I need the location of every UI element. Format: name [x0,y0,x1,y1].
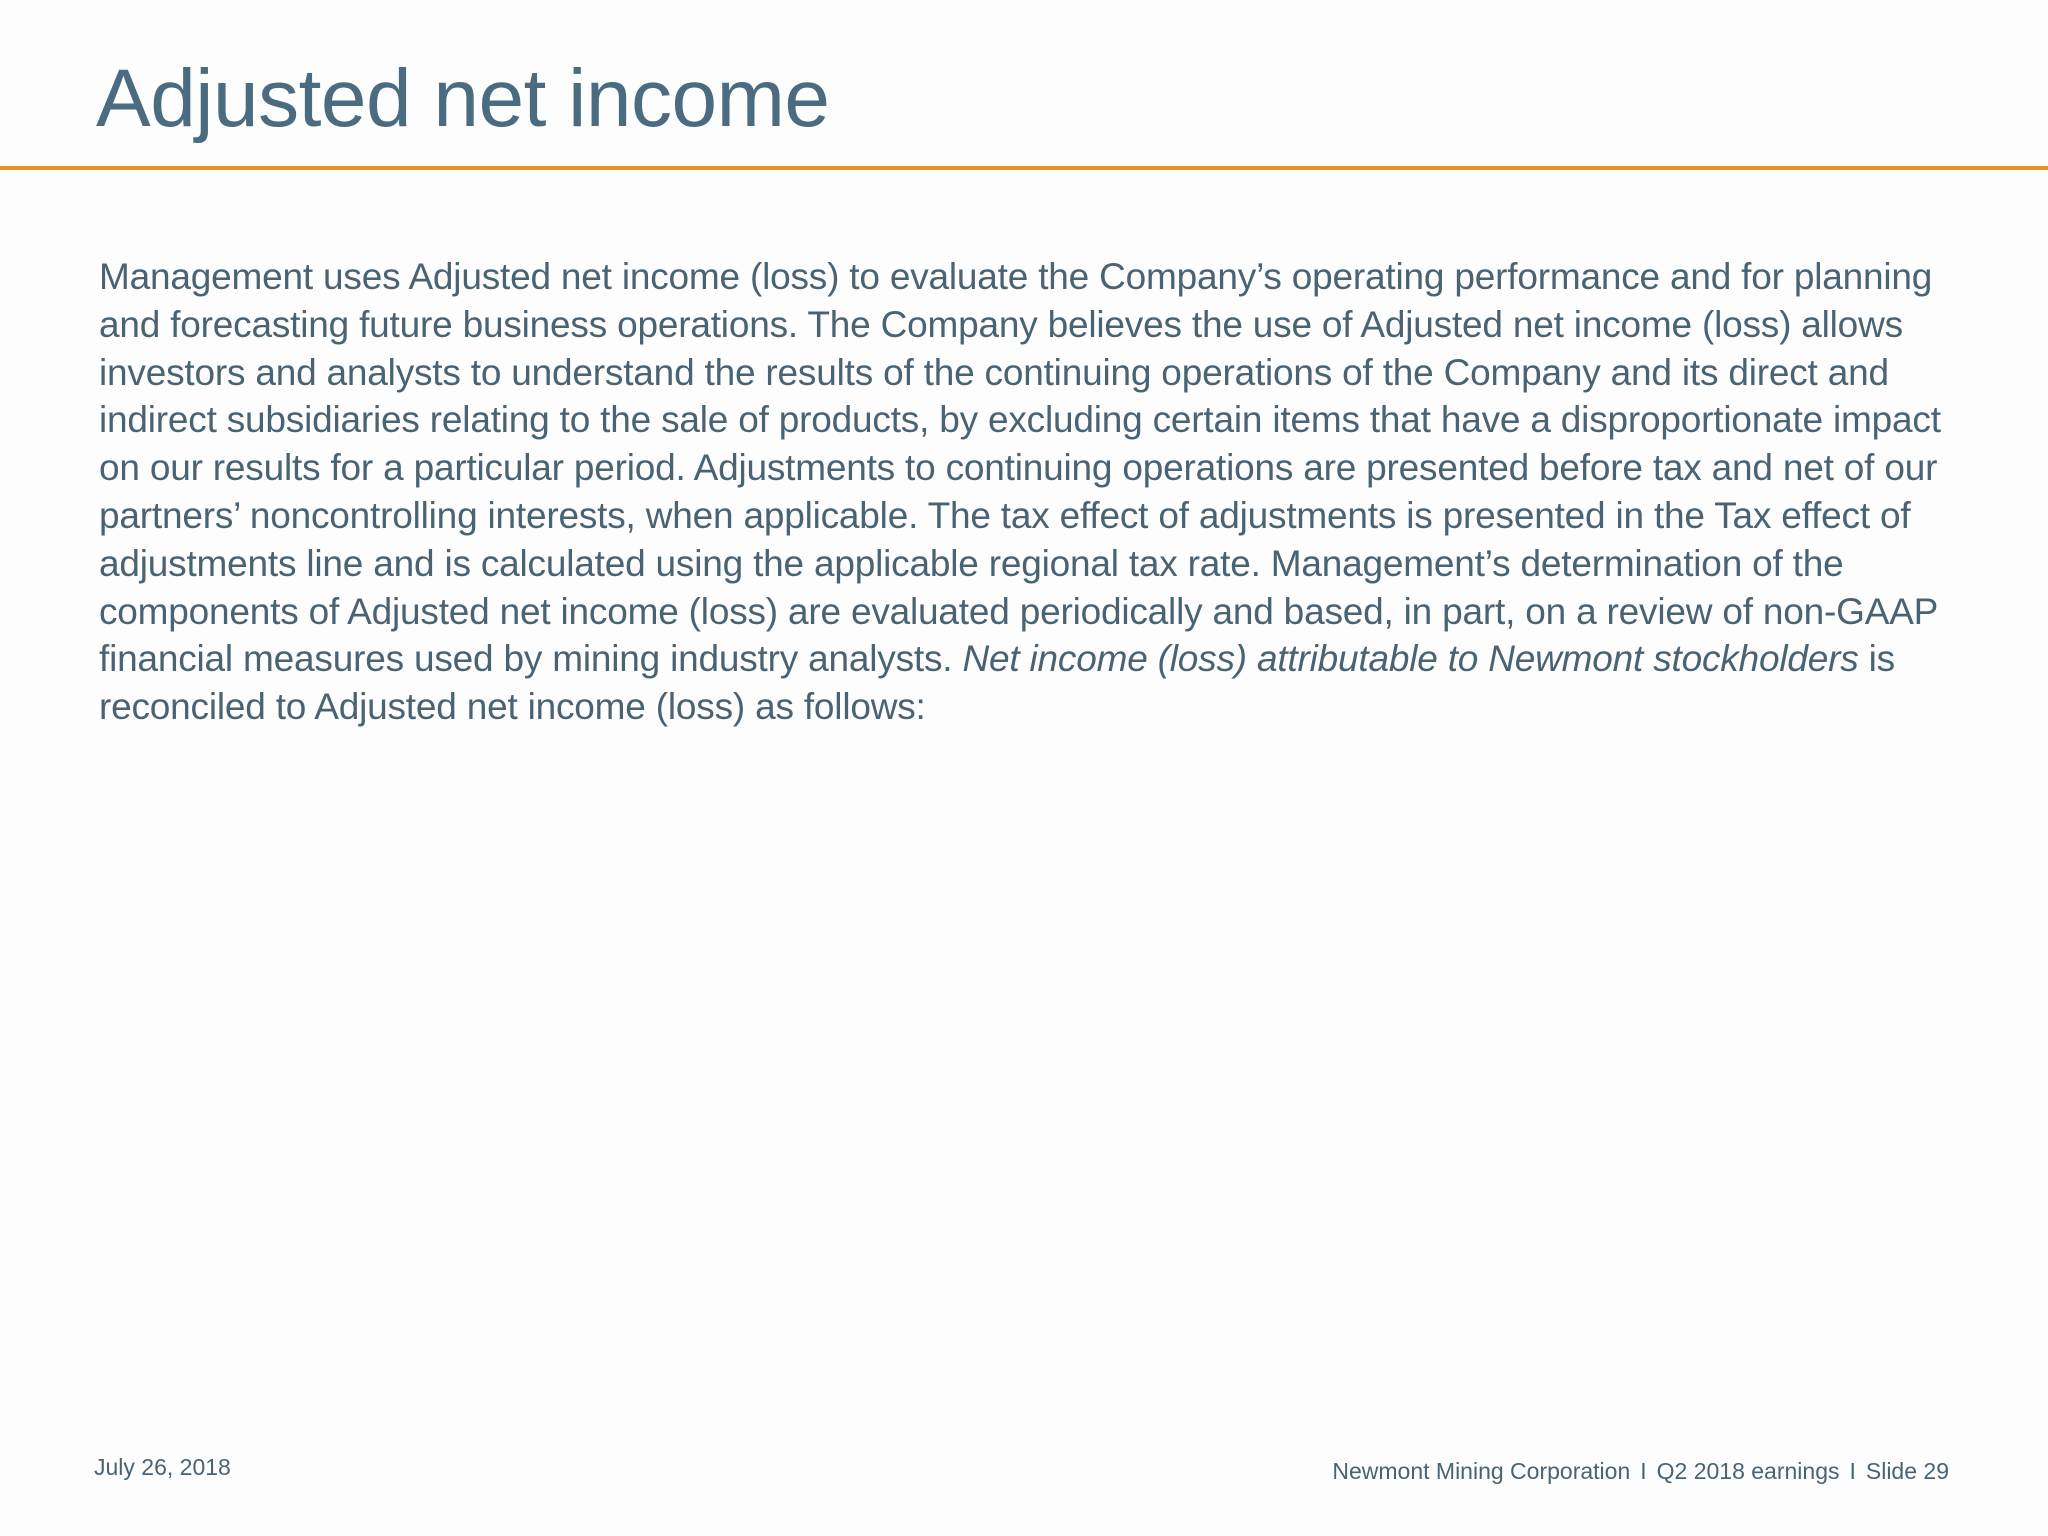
body-text-intro: Management uses Adjusted net income (loss) to evaluate the Company’s operating performance and for planning and forecasting future business operations. The Company believes the use of Adjusted net income (loss) allows investors and analysts to understand the results of the continuing operations of the Company and its direct and indirect subsidiaries relating to the sale of products, by excluding certain items that have a disproportionate impact on our results for a particular period. Adjustments to continuing operations are presented before tax and net of our partners’ noncontrolling interests, when applicable. The tax effect of adjustments is presented in the Tax effect of adjustments line and is calculated using the applicable regional tax rate. Management’s determination of the components of Adjusted net income (loss) are evaluated periodically and based, in part, on a review of non-GAAP financial measures used by mining industry analysts. [99,256,1941,680]
footer-separator: I [1640,1458,1647,1484]
footer-date: July 26, 2018 [94,1454,231,1480]
slide-title: Adjusted net income [96,53,830,144]
body-text-italic: Net income (loss) attributable to Newmont stockholders [962,638,1859,680]
body-text-outro: is reconciled to Adjusted net income (loss) as follows: [99,638,1895,728]
body-paragraph [99,253,1949,731]
footer-company: Newmont Mining Corporation [1332,1458,1631,1484]
footer-slide-number: Slide 29 [1865,1458,1949,1484]
footer-info [1332,1458,1949,1485]
footer-separator: I [1849,1458,1856,1484]
title-divider [0,166,2048,170]
footer-event: Q2 2018 earnings [1656,1458,1840,1484]
